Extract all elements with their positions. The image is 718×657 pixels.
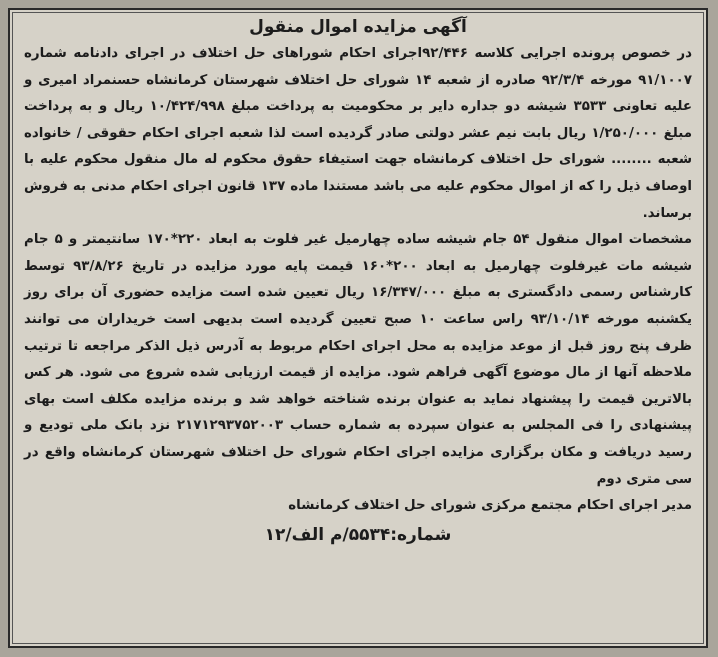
notice-number bbox=[24, 524, 692, 546]
notice-signature: مدیر اجرای احکام مجتمع مرکزی شورای حل اختلاف کرمانشاه bbox=[288, 498, 692, 514]
notice-body bbox=[24, 41, 692, 520]
notice-number-text: شماره:۵۵۳۴/م الف/۱۲ bbox=[264, 524, 452, 545]
notice-box bbox=[8, 8, 708, 648]
notice-title: آگهی مزایده اموال منقول bbox=[249, 17, 467, 37]
notice-paragraph-specs: مشخصات اموال منقول ۵۴ جام شیشه ساده چهارمیل غیر فلوت به ابعاد ۲۲۰*۱۷۰ سانتیمتر و ۵ جام شیشه مات غیرفلوت چهارمیل به ابعاد ۲۰۰*۱۶۰ قیمت پایه مورد مزایده در تاریخ ۹۳/۸/۲۶ توسط کارشناس رسمی دادگستری به مبلغ ۱۶/۳۴۷/۰۰۰ ریال تعیین شده است مزایده حضوری آن برای روز یکشنبه مورخه ۹۳/۱۰/۱۴ راس ساعت ۱۰ صبح تعیین گردیده است بدیهی است خریداران می توانند ظرف پنج روز قبل از موعد مزایده به محل اجرای احکام مربوط به آدرس ذیل الذکر مراجعه تا ترتیب ملاحظه آنها از مال موضوع آگهی فراهم شود. مزایده از قیمت ارزیابی شده شروع می شود. هر کس بالاترین قیمت را پیشنهاد نماید به عنوان برنده شناخته خواهد شد و برنده مزایده مکلف است بهای پیشنهادی را فی المجلس به عنوان سپرده به شماره حساب ۲۱۷۱۲۹۳۷۵۲۰۰۳ نزد بانک ملی تودیع و رسید دریافت و مکان برگزاری مزایده اجرای احکام شورای حل اختلاف شهرستان کرمانشاه واقع در سی متری دوم bbox=[24, 232, 693, 487]
notice-paragraph-case: در خصوص پرونده اجرایی کلاسه ۹۲/۴۴۶اجرای احکام شوراهای حل اختلاف در اجرای دادنامه شماره ۹۱/۱۰۰۷ مورخه ۹۲/۳/۴ صادره از شعبه ۱۴ شورای حل اختلاف شهرستان کرمانشاه حسنمراد امیری و علیه تعاونی ۳۵۳۳ شیشه دو جداره دایر بر محکومیت به پرداخت مبلغ ۱۰/۴۲۴/۹۹۸ ریال و به پرداخت مبلغ ۱/۲۵۰/۰۰۰ ریال بابت نیم عشر دولتی صادر گردیده است لذا شعبه اجرای احکام حقوقی / خانواده شعبه ........ شورای حل اختلاف کرمانشاه جهت استیفاء حقوق محکوم له مال منقول محکوم علیه با اوصاف ذیل را که از اموال محکوم علیه می باشد مستندا ماده ۱۳۷ قانون اجرای احکام مدنی به فروش برساند. bbox=[24, 46, 693, 221]
